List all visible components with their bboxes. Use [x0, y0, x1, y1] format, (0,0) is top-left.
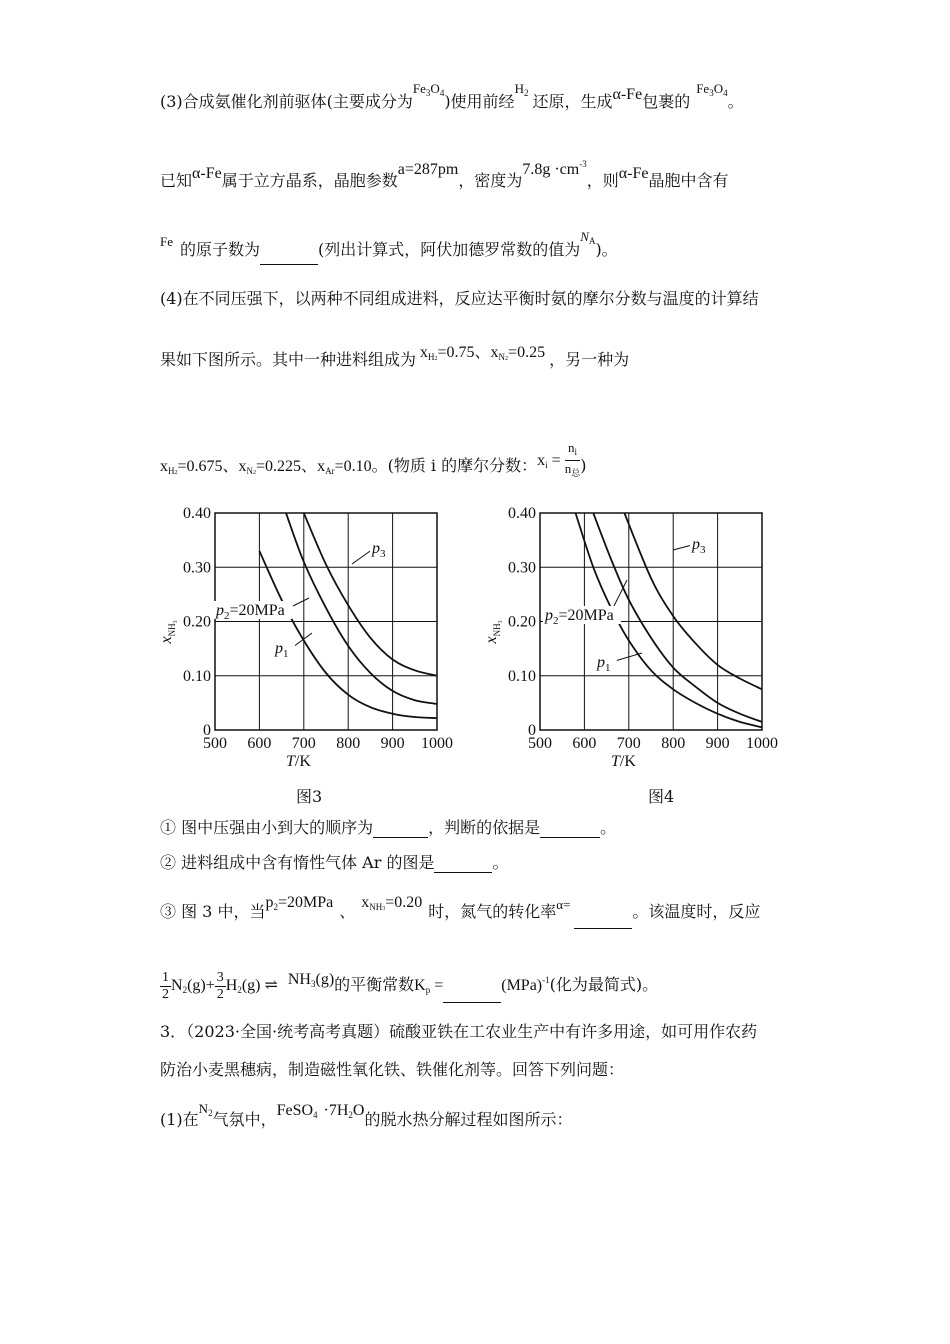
x-axis-label: T/K: [611, 753, 636, 770]
q3-line-3: Fe 的原子数为 (列出计算式，阿伏加德罗常数的值为$^{N_A}$)。: [160, 240, 618, 265]
x-tick-label: 800: [336, 735, 361, 752]
formula-feso4-hydrate: FeSO$_4$ $\cdot 7H_2O$: [276, 1102, 365, 1120]
y-tick-label: 0.10: [508, 667, 536, 685]
curve-label-p1: $p_1$: [275, 640, 289, 660]
text: 还原，生成: [532, 92, 613, 111]
answer-blank[interactable]: [260, 248, 318, 265]
reaction-equation: $\frac{1}{2}$ $N_2(g)+$ $\frac{3}{2}$ $H_2(g)$ ⇌ $NH_3(g)$: [162, 970, 335, 1002]
q4-line-3: $x_{H2}=0.675$、$x_{N2}=0.225$、$x_{Ar}=0.10$。(物质 i 的摩尔分数：$x_i$ = $\frac{n_i}{n_总}$ ): [160, 446, 586, 487]
q3-line-2: 已知α-Fe属于立方晶系，晶胞参数a=287pm，密度为$7.8g \cdot cm^{-3}$，则α-Fe晶胞中含有: [160, 159, 729, 190]
formula-fe3o4: Fe3O4: [412, 81, 445, 98]
x-tick-label: 900: [705, 735, 730, 752]
y-axis-label: $x_{NH_3}$: [483, 620, 502, 644]
curve-label-leader: [612, 580, 627, 610]
question-2: ② 进料组成中含有惰性气体 Ar 的图是 。: [160, 853, 509, 872]
formula-alpha-fe: α-Fe: [192, 165, 222, 182]
figure-4-chart: [480, 502, 780, 792]
x-tick-label: 600: [572, 735, 597, 752]
figure-4-caption: 图4: [648, 787, 675, 806]
x-tick-label: 1000: [421, 735, 453, 752]
text: (3)合成氨催化剂前驱体(主要成分为: [160, 92, 413, 111]
q4-line-2: 果如下图所示。其中一种进料组成为 $x_{H2}=0.75$、$x_{N2}=0.25$ ，另一种为: [160, 344, 630, 369]
formula-fe: Fe: [160, 234, 173, 249]
y-tick-label: 0.40: [183, 505, 211, 522]
y-tick-label: 0.40: [508, 505, 536, 522]
alpha-symbol: α=: [556, 897, 571, 912]
answer-blank[interactable]: [540, 821, 600, 838]
answer-blank[interactable]: [373, 821, 428, 838]
text: 包裹的: [642, 92, 691, 111]
y-tick-label: 0.10: [183, 667, 211, 685]
answer-blank[interactable]: [443, 986, 501, 1003]
x-axis-label: T/K: [286, 753, 311, 770]
y-tick-label: 0.20: [183, 613, 211, 631]
curve-label-p2: $p_2=20MPa$: [216, 602, 285, 622]
formula-h2: H2: [514, 81, 529, 98]
q4-line-1: (4)在不同压强下，以两种不同组成进料，反应达平衡时氨的摩尔分数与温度的计算结: [160, 289, 759, 308]
next-question-line-1: 3．（2023·全国·统考高考真题）硫酸亚铁在工农业生产中有许多用途，如可用作农药: [160, 1022, 758, 1041]
reaction-line: $\frac{1}{2}$ $N_2(g)+$ $\frac{3}{2}$ $H_2(g)$ ⇌ $NH_3(g)$的平衡常数$K_p = (MPa)^{-1}$(化为最简式)。: [162, 970, 659, 1002]
figure-3-caption: 图3: [296, 787, 323, 806]
curve-label-p2: $p_2=20MPa$: [545, 607, 614, 627]
density-value: $7.8g \cdot cm^{-3}$: [522, 159, 587, 178]
formula-n2: N2: [198, 1101, 213, 1118]
lattice-parameter: a=287pm: [397, 161, 459, 178]
curve-label-leader: [293, 598, 309, 606]
formula-na: NA: [580, 229, 596, 246]
xnh3-condition: $x_{NH3}=0.20$: [361, 894, 423, 912]
question-3: ③ 图 3 中，当$p_2=20MPa$ 、 $x_{NH3}=0.20$ 时，氮气的转化率$^{\alpha=}$ 。该温度时，反应: [160, 902, 760, 929]
curve-label-p1: $p_1$: [597, 654, 611, 674]
curve-label-leader: [293, 633, 312, 647]
formula-alpha-fe: α-Fe: [612, 86, 643, 103]
y-tick-label: 0.30: [508, 559, 536, 577]
mole-fraction-formula: $x_i$ = $\frac{n_i}{n_总}$: [537, 440, 581, 478]
curve-label-leader: [673, 545, 692, 550]
x-tick-label: 500: [528, 735, 552, 752]
next-question-line-3: (1)在$^{N_2}$气氛中，FeSO$_4$ $\cdot 7H_2O$的脱水热分解过程如图所示：: [160, 1101, 573, 1129]
x-tick-label: 700: [291, 735, 316, 752]
formula-alpha-fe: α-Fe: [618, 165, 649, 182]
q3-line-1: (3)合成氨催化剂前驱体(主要成分为$^{Fe_3O_4}$)使用前经$^{H_2}$ 还原，生成α-Fe包裹的$^{Fe_3O_4}$。: [160, 81, 744, 111]
text: )使用前经: [444, 92, 515, 111]
x-tick-label: 900: [380, 735, 405, 752]
series-line-p3: [304, 513, 437, 676]
feed-composition-2: $x_{H2}=0.675$、$x_{N2}=0.225$、$x_{Ar}=0.10$: [160, 458, 372, 476]
y-tick-label: 0.30: [183, 559, 211, 577]
y-tick-label: 0: [528, 722, 536, 739]
answer-blank[interactable]: [574, 912, 632, 929]
x-tick-label: 700: [616, 735, 641, 752]
y-tick-label: 0.20: [508, 613, 536, 631]
x-tick-label: 800: [661, 735, 686, 752]
feed-composition-1: $x_{H2}=0.75$、$x_{N2}=0.25$: [420, 344, 546, 362]
curve-label-leader: [352, 549, 373, 564]
x-tick-label: 500: [203, 735, 227, 752]
p2-condition: $p_2=20MPa$: [265, 894, 334, 912]
x-tick-label: 1000: [746, 735, 778, 752]
kp-symbol: $K_p$ =: [414, 977, 444, 996]
formula-fe3o4: Fe3O4: [696, 81, 728, 98]
next-question-line-2: 防治小麦黑穗病，制造磁性氧化铁、铁催化剂等。回答下列问题：: [160, 1060, 625, 1079]
figure-3-chart: [155, 502, 455, 792]
answer-blank[interactable]: [434, 856, 492, 873]
x-tick-label: 600: [247, 735, 272, 752]
y-tick-label: 0: [203, 722, 211, 739]
y-axis-label: $x_{NH_3}$: [158, 620, 177, 644]
curve-label-p3: $p_3$: [372, 540, 386, 560]
curve-label-p3: $p_3$: [692, 536, 706, 556]
question-1: ① 图中压强由小到大的顺序为 ，判断的依据是 。: [160, 818, 617, 837]
